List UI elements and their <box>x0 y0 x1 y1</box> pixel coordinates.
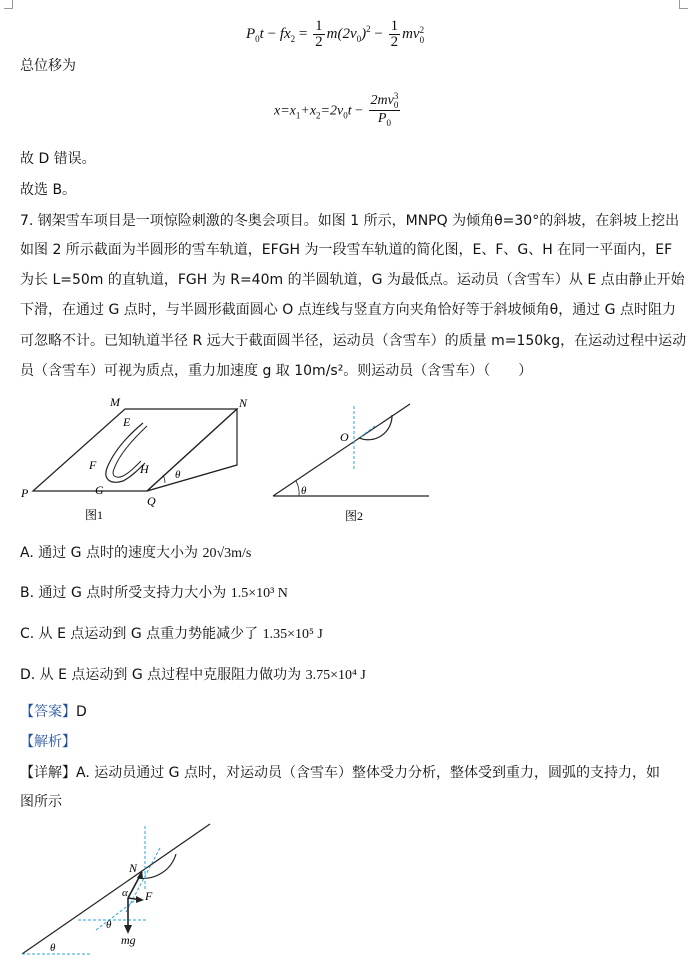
fig3-label-mg: mg <box>121 933 136 947</box>
detail-line-1: 【详解】A. 运动员通过 G 点时，对运动员（含雪车）整体受力分析，整体受到重力，圆弧的支持力，如 <box>20 765 660 781</box>
figure-1-slope-diagram <box>15 393 250 528</box>
fig1-label-Q: Q <box>147 494 156 508</box>
fig3-label-F: F <box>145 889 153 903</box>
option-d[interactable]: D. 从 E 点运动到 G 点过程中克服阻力做功为 3.75×10⁴ J <box>20 667 366 683</box>
option-c[interactable]: C. 从 E 点运动到 G 点重力势能减少了 1.35×10⁵ J <box>20 626 323 642</box>
fig1-label-theta: θ <box>175 469 181 481</box>
fig2-label-O: O <box>340 430 349 444</box>
fig1-label-P: P <box>21 486 29 500</box>
question-line-5: 可忽略不计。已知轨道半径 R 远大于截面圆半径，运动员（含雪车）的质量 m=150kg，在运动过程中运动 <box>20 333 687 349</box>
fig2-label-theta: θ <box>301 485 307 497</box>
fig1-label-F: F <box>89 458 97 472</box>
figure-3-force-diagram <box>18 820 218 965</box>
answer-value: D <box>76 704 87 720</box>
question-line-3: 为长 L=50m 的直轨道，FGH 为 R=40m 的半圆轨道，G 为最低点。运动员（含雪车）从 E 点由静止开始 <box>20 272 685 288</box>
fig1-caption: 图1 <box>85 508 104 522</box>
corner-mark-tl <box>4 0 13 9</box>
d-wrong-text: 故 D 错误。 <box>20 151 96 167</box>
fig3-label-alpha: α <box>122 887 128 899</box>
fig1-label-G: G <box>95 483 104 497</box>
fig1-label-N: N <box>239 396 248 410</box>
question-line-2: 如图 2 所示截面为半圆形的雪车轨道，EFGH 为一段雪车轨道的简化图，E、F、G、H 在同一平面内，EF <box>20 242 673 258</box>
equation-displacement: $x=x_1+x_2=2v_0t$ − 2mv 3 0 $P_0$ <box>274 91 399 128</box>
figure-2-cross-section <box>265 398 435 528</box>
question-line-6: 员（含雪车）可视为质点，重力加速度 g 取 10m/s²。则运动员（含雪车）（ ） <box>20 363 533 379</box>
answer-line <box>20 702 87 722</box>
total-displacement-label: 总位移为 <box>20 58 76 74</box>
option-a[interactable]: A. 通过 G 点时的速度大小为 20√3m/s <box>20 545 252 561</box>
answer-tag: 【答案】 <box>20 704 76 720</box>
question-line-1: 7. 钢架雪车项目是一项惊险刺激的冬奥会项目。如图 1 所示，MNPQ 为倾角θ=30°的斜坡，在斜坡上挖出 <box>20 213 680 229</box>
equation-energy: $P_0t - fx_2$ = $\frac{1}{2}$ $m(2v_0)^2$ − $\frac{1}{2}$ mv 2 0 <box>246 18 425 51</box>
fig3-label-theta: θ <box>50 942 56 954</box>
fig1-label-M: M <box>110 395 120 409</box>
fig1-label-E: E <box>123 415 131 429</box>
question-line-4: 下滑，在通过 G 点时，与半圆形截面圆心 O 点连线与竖直方向夹角恰好等于斜坡倾角θ，通过 G 点时阻力 <box>20 302 676 318</box>
option-b[interactable]: B. 通过 G 点时所受支持力大小为 1.5×10³ N <box>20 585 288 601</box>
detail-line-2: 图所示 <box>20 794 62 810</box>
fig3-label-N: N <box>129 861 138 875</box>
analysis-tag: 【解析】 <box>20 734 76 750</box>
fig3-label-theta-small: θ <box>106 919 112 931</box>
choose-b-text: 故选 B。 <box>20 182 77 198</box>
fig2-caption: 图2 <box>345 509 364 523</box>
corner-mark-tr <box>679 0 688 9</box>
fig1-label-H: H <box>140 462 149 476</box>
